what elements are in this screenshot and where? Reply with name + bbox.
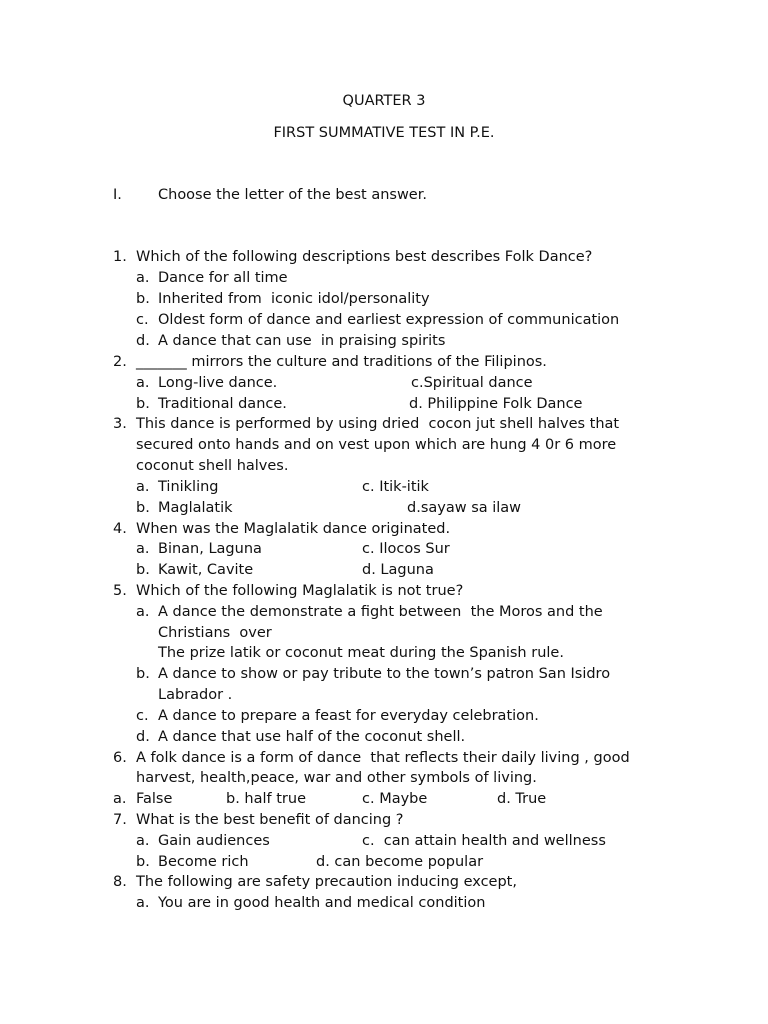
option-text: Kawit, Cavite — [158, 562, 254, 578]
question-stem: A folk dance is a form of dance that reflects their daily living , good — [136, 750, 630, 766]
option-letter: b. — [136, 396, 150, 412]
option-text: c. Ilocos Sur — [362, 541, 450, 557]
option-text: Inherited from iconic idol/personality — [158, 291, 430, 307]
option-text: A dance to show or pay tribute to the town’s patron San Isidro — [158, 666, 611, 682]
option-letter: a. — [113, 791, 127, 807]
option-text: c.Spiritual dance — [411, 375, 533, 391]
option-text: A dance the demonstrate a fight between the Moros and the — [158, 604, 603, 620]
question-number: 2. — [113, 354, 127, 370]
option-text: A dance to prepare a feast for everyday celebration. — [158, 708, 539, 724]
option-letter: a. — [136, 375, 150, 391]
option-letter: d. — [136, 729, 150, 745]
question-stem: Which of the following descriptions best describes Folk Dance? — [136, 249, 593, 265]
option-text: c. Maybe — [362, 791, 428, 807]
option-text: Dance for all time — [158, 270, 288, 286]
question-stem: This dance is performed by using dried cocon jut shell halves that — [136, 416, 620, 432]
option-text: Binan, Laguna — [158, 541, 262, 557]
option-text: You are in good health and medical condition — [158, 895, 486, 911]
option-letter: d. — [136, 333, 150, 349]
option-letter: a. — [136, 541, 150, 557]
option-text: d. Laguna — [362, 562, 434, 578]
question-number: 1. — [113, 249, 127, 265]
option-letter: a. — [136, 895, 150, 911]
option-text: b. half true — [226, 791, 306, 807]
question-stem: The following are safety precaution inducing except, — [136, 874, 517, 890]
option-letter: b. — [136, 854, 150, 870]
option-text: Gain audiences — [158, 833, 270, 849]
question-number: 6. — [113, 750, 127, 766]
option-text: d. True — [497, 791, 547, 807]
option-text: d. can become popular — [316, 854, 484, 870]
option-text: Labrador . — [158, 687, 233, 703]
option-text: A dance that use half of the coconut shell. — [158, 729, 466, 745]
question-stem: When was the Maglalatik dance originated. — [136, 521, 451, 537]
option-text: Maglalatik — [158, 500, 233, 516]
option-text: Traditional dance. — [158, 396, 287, 412]
option-letter: a. — [136, 270, 150, 286]
option-text: Tinikling — [158, 479, 219, 495]
question-number: 5. — [113, 583, 127, 599]
question-stem: What is the best benefit of dancing ? — [136, 812, 404, 828]
question-stem: _______ mirrors the culture and traditions of the Filipinos. — [136, 354, 547, 370]
section-instruction: Choose the letter of the best answer. — [158, 187, 427, 203]
option-text: c. can attain health and wellness — [362, 833, 606, 849]
question-number: 7. — [113, 812, 127, 828]
option-letter: b. — [136, 562, 150, 578]
option-letter: a. — [136, 833, 150, 849]
option-letter: b. — [136, 666, 150, 682]
option-text: Become rich — [158, 854, 249, 870]
option-text: Oldest form of dance and earliest expression of communication — [158, 312, 620, 328]
question-stem: harvest, health,peace, war and other symbols of living. — [136, 770, 537, 786]
option-text: The prize latik or coconut meat during the Spanish rule. — [158, 645, 564, 661]
question-stem: secured onto hands and on vest upon which are hung 4 0r 6 more — [136, 437, 617, 453]
option-letter: a. — [136, 604, 150, 620]
test-title: FIRST SUMMATIVE TEST IN P.E. — [273, 125, 495, 141]
option-text: Christians over — [158, 625, 272, 641]
option-letter: c. — [136, 708, 149, 724]
option-text: False — [136, 791, 173, 807]
option-letter: a. — [136, 479, 150, 495]
quarter-heading: QUARTER 3 — [342, 93, 426, 109]
option-letter: c. — [136, 312, 149, 328]
option-text: Long-live dance. — [158, 375, 278, 391]
option-text: c. Itik-itik — [362, 479, 429, 495]
option-text: A dance that can use in praising spirits — [158, 333, 446, 349]
option-text: d.sayaw sa ilaw — [407, 500, 522, 516]
option-letter: b. — [136, 500, 150, 516]
section-number: I. — [113, 187, 122, 203]
question-number: 4. — [113, 521, 127, 537]
option-letter: b. — [136, 291, 150, 307]
question-number: 3. — [113, 416, 127, 432]
question-stem: coconut shell halves. — [136, 458, 289, 474]
option-text: d. Philippine Folk Dance — [409, 396, 583, 412]
question-number: 8. — [113, 874, 127, 890]
question-stem: Which of the following Maglalatik is not true? — [136, 583, 464, 599]
